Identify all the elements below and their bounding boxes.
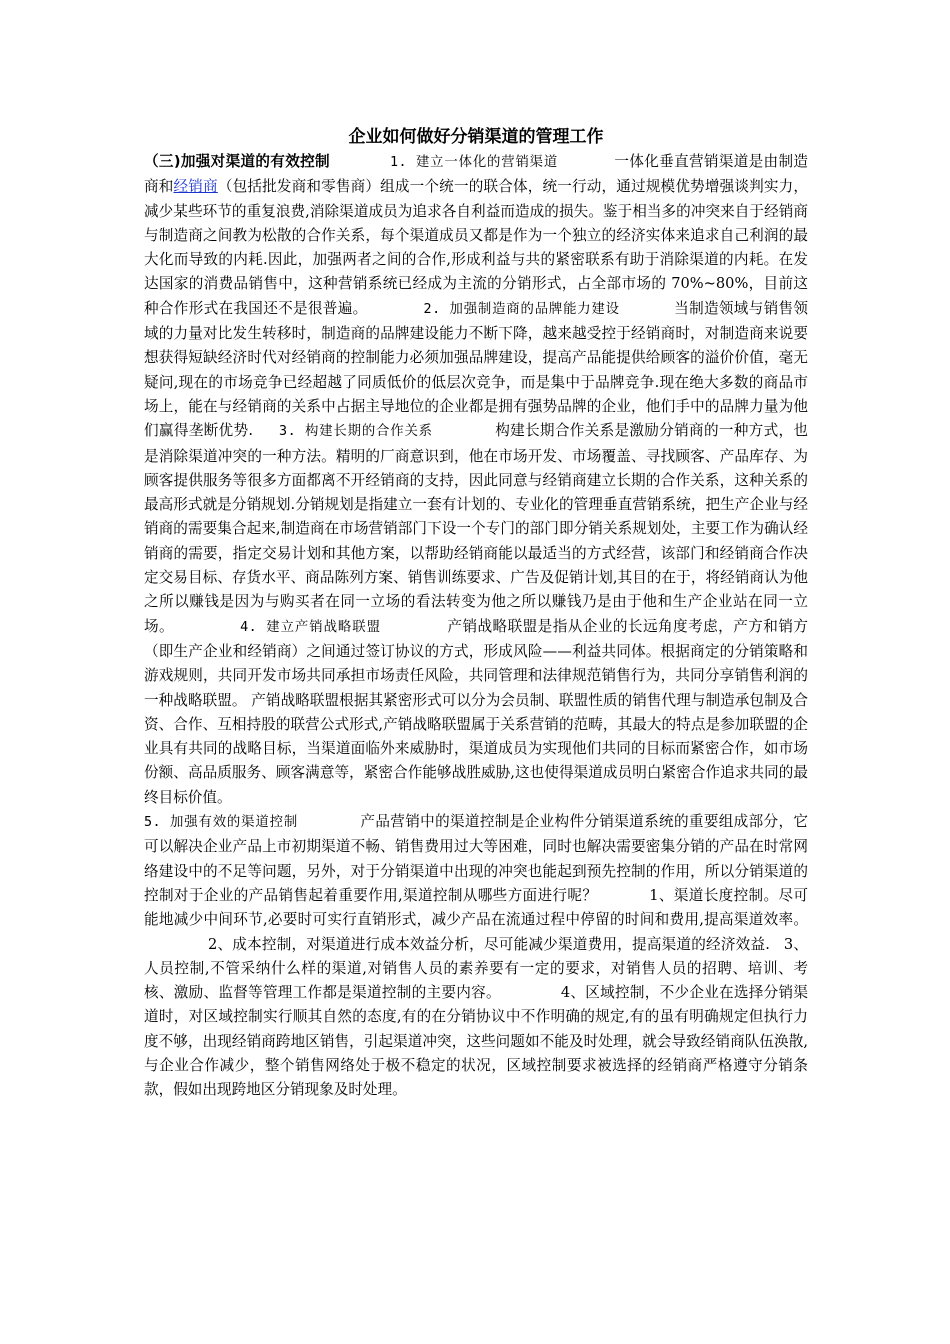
control-item-4: 4、区域控制，不少企业在选择分销渠道时，对区域控制实行顺其自然的态度,有的在分销协议中不作明确的规定,有的虽有明确规定但执行力度不够，出现经销商跨地区销售，引起渠道冲突，这些问题如不能及时处理，就会导致经销商队伍涣散,与企业合作减少，整个销售网络处于极不稳定的状况，区域控制要求被选择的经销商严格遵守分销条款，假如出现跨地区分销现象及时处理。	[144, 984, 808, 1099]
section-heading: （三)加强对渠道的有效控制	[144, 153, 330, 170]
subheading-2: 2. 加强制造商的品牌能力建设	[423, 301, 620, 317]
control-item-2: 2、成本控制，对渠道进行成本效益分析，尽可能减少渠道费用，提高渠道的经济效益.	[208, 935, 770, 953]
paragraph-2-text: 当制造领域与销售领域的力量对比发生转移时，制造商的品牌建设能力不断下降，越来越受控于经销商时，对制造商来说要想获得短缺经济时代对经销商的控制能力必须加强品牌建设，提高产品能提供给顾客的溢价价值，毫无疑问,现在的市场竞争已经超越了同质低价的低层次竞争，而是集中于品牌竞争.现在绝大多数的商品市场上，能在与经销商的关系中占据主导地位的企业都是拥有强势品牌的企业，他们手中的品牌力量为他们赢得垄断优势.	[144, 299, 808, 440]
document-page	[144, 124, 808, 1103]
control-item-1: 1、渠道长度控制。尽可能地减少中间环节,必要时可实行直销形式，减少产品在流通过程中停留的时间和费用,提高渠道效率。	[144, 886, 808, 929]
paragraph-5-text: 产品营销中的渠道控制是企业构件分销渠道系统的重要组成部分，它可以解决企业产品上市初期渠道不畅、销售费用过大等困难，同时也解决需要密集分销的产品在时常网络建设中的不足等问题，另外，对于分销渠道中出现的冲突也能起到预先控制的作用，所以分销渠道的控制对于企业的产品销售起着重要作用,渠道控制从哪些方面进行呢？	[144, 813, 808, 904]
subheading-5: 5. 加强有效的渠道控制	[144, 815, 299, 831]
body-paragraph-1	[144, 150, 808, 810]
paragraph-4-text: 产销战略联盟是指从企业的长远角度考虑，产方和销方（即生产企业和经销商）之间通过签订协议的方式，形成风险——利益共同体。根据商定的分销策略和游戏规则，共同开发市场共同承担市场责任风险，共同管理和法律规范销售行为，共同分享销售利润的一种战略联盟。 产销战略联盟根据其紧密形式可以分为会员制、联盟性质的销售代理与制造承包制及合资、合作、互相持股的联营公式形式,产销战略联盟属于关系营销的范畴，其最大的特点是参加联盟的企业具有共同的战略目标，当渠道面临外来威胁时，渠道成员为实现他们共同的目标而紧密合作，如市场份额、高品质服务、顾客满意等，紧密合作能够战胜威胁,这也使得渠道成员明白紧密合作追求共同的最终目标价值。	[144, 617, 808, 806]
paragraph-3-text: 构建长期合作关系是激励分销商的一种方式，也是消除渠道冲突的一种方法。精明的厂商意识到，他在市场开发、市场覆盖、寻找顾客、产品库存、为顾客提供服务等很多方面都离不开经销商的支持，因此同意与经销商建立长期的合作关系，这种关系的最高形式就是分销规划.分销规划是指建立一套有计划的、专业化的管理垂直营销系统，把生产企业与经销商的需要集合起来,制造商在市场营销部门下设一个专门的部门即分销关系规划处，主要工作为确认经销商的需要，指定交易计划和其他方案，以帮助经销商能以最适当的方式经营，该部门和经销商合作决定交易目标、存货水平、商品陈列方案、销售训练要求、广告及促销计划,其目的在于，将经销商认为他之所以赚钱是因为与购买者在同一立场的看法转变为他之所以赚钱乃是由于他和生产企业站在同一立场。	[144, 422, 809, 635]
subheading-1: 1. 建立一体化的营销渠道	[389, 155, 559, 170]
subheading-4: 4. 建立产销战略联盟	[240, 619, 381, 635]
paragraph-1-text-a: 一体化垂直营销渠道是由制造商和	[144, 153, 808, 196]
distributor-link[interactable]: 经销商	[173, 178, 218, 196]
body-paragraph-2	[144, 810, 808, 1103]
document-title: 企业如何做好分销渠道的管理工作	[348, 127, 604, 147]
control-item-3: 3、人员控制,不管采纳什么样的渠道,对销售人员的素养要有一定的要求，对销售人员的招聘、培训、考核、激励、监督等管理工作都是渠道控制的主要内容。	[144, 935, 808, 1002]
paragraph-1-text-b: （包括批发商和零售商）组成一个统一的联合体，统一行动，通过规模优势增强谈判实力，减少某些环节的重复浪费,消除渠道成员为追求各自利益而造成的损失。鉴于相当多的冲突来自于经销商与制造商之间教为松散的合作关系，每个渠道成员又都是作为一个独立的经济实体来追求自己利润的最大化而导致的内耗.因此，加强两者之间的合作,形成利益与共的紧密联系有助于消除渠道的内耗。在发达国家的消费品销售中，这种营销系统已经成为主流的分销形式，占全部市场的 70%~80%，目前这种合作形式在我国还不是很普遍。	[144, 178, 808, 317]
subheading-3: 3. 构建长期的合作关系	[279, 424, 433, 440]
